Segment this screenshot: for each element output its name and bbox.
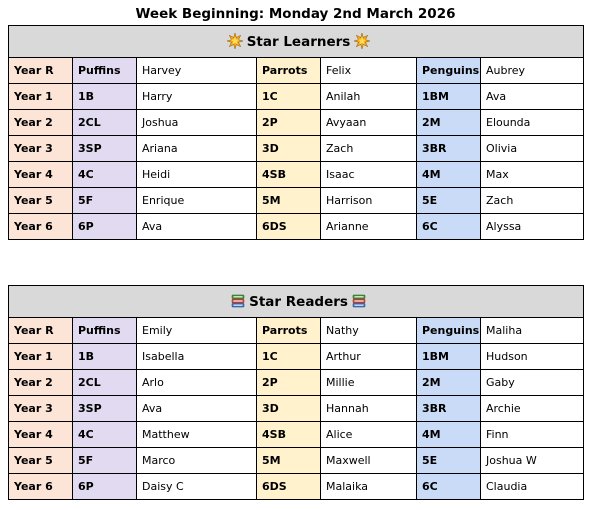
puffins-star-name: Ava xyxy=(137,396,257,422)
puffins-star-name: Harvey xyxy=(137,58,257,84)
penguins-class: Penguins xyxy=(417,318,481,344)
table-row xyxy=(9,162,584,188)
glowing-star-icon xyxy=(227,33,243,49)
parrots-class: 3D xyxy=(257,136,321,162)
parrots-class: 6DS xyxy=(257,214,321,240)
star-learners-table xyxy=(8,25,584,240)
penguins-class: 1BM xyxy=(417,84,481,110)
table-row xyxy=(9,188,584,214)
penguins-class: 3BR xyxy=(417,136,481,162)
puffins-star-name: Ariana xyxy=(137,136,257,162)
puffins-star-name: Marco xyxy=(137,448,257,474)
penguins-star-name: Maliha xyxy=(481,318,584,344)
parrots-class: Parrots xyxy=(257,318,321,344)
parrots-star-name: Harrison xyxy=(321,188,417,214)
year-label: Year 5 xyxy=(9,448,73,474)
parrots-class: 5M xyxy=(257,448,321,474)
penguins-star-name: Aubrey xyxy=(481,58,584,84)
penguins-star-name: Max xyxy=(481,162,584,188)
section-banner xyxy=(9,286,584,318)
puffins-class: 1B xyxy=(73,84,137,110)
penguins-star-name: Zach xyxy=(481,188,584,214)
parrots-star-name: Arthur xyxy=(321,344,417,370)
year-label: Year 4 xyxy=(9,422,73,448)
penguins-star-name: Archie xyxy=(481,396,584,422)
penguins-class: 6C xyxy=(417,214,481,240)
puffins-star-name: Isabella xyxy=(137,344,257,370)
parrots-class: 1C xyxy=(257,84,321,110)
penguins-star-name: Alyssa xyxy=(481,214,584,240)
year-label: Year 4 xyxy=(9,162,73,188)
parrots-class: 2P xyxy=(257,110,321,136)
section-heading: Star Learners xyxy=(246,34,351,50)
table-row xyxy=(9,84,584,110)
books-icon xyxy=(231,294,245,308)
penguins-star-name: Finn xyxy=(481,422,584,448)
year-label: Year R xyxy=(9,58,73,84)
year-label: Year 1 xyxy=(9,344,73,370)
parrots-star-name: Malaika xyxy=(321,474,417,500)
puffins-class: 1B xyxy=(73,344,137,370)
penguins-class: 3BR xyxy=(417,396,481,422)
puffins-class: Puffins xyxy=(73,318,137,344)
year-label: Year 2 xyxy=(9,370,73,396)
books-icon xyxy=(352,294,366,308)
year-label: Year 6 xyxy=(9,474,73,500)
table-row xyxy=(9,58,584,84)
puffins-star-name: Arlo xyxy=(137,370,257,396)
year-label: Year 6 xyxy=(9,214,73,240)
puffins-star-name: Matthew xyxy=(137,422,257,448)
table-row xyxy=(9,422,584,448)
puffins-class: 4C xyxy=(73,162,137,188)
year-label: Year 2 xyxy=(9,110,73,136)
penguins-class: 5E xyxy=(417,448,481,474)
table-row xyxy=(9,110,584,136)
parrots-class: 2P xyxy=(257,370,321,396)
year-label: Year R xyxy=(9,318,73,344)
parrots-star-name: Arianne xyxy=(321,214,417,240)
penguins-star-name: Claudia xyxy=(481,474,584,500)
penguins-star-name: Olivia xyxy=(481,136,584,162)
puffins-star-name: Heidi xyxy=(137,162,257,188)
table-row xyxy=(9,448,584,474)
section-banner xyxy=(9,26,584,58)
table-row xyxy=(9,136,584,162)
glowing-star-icon xyxy=(354,33,370,49)
puffins-class: 6P xyxy=(73,214,137,240)
puffins-class: 3SP xyxy=(73,136,137,162)
parrots-star-name: Felix xyxy=(321,58,417,84)
penguins-class: 2M xyxy=(417,110,481,136)
year-label: Year 3 xyxy=(9,396,73,422)
parrots-star-name: Alice xyxy=(321,422,417,448)
penguins-class: 5E xyxy=(417,188,481,214)
parrots-class: 4SB xyxy=(257,162,321,188)
puffins-star-name: Daisy C xyxy=(137,474,257,500)
table-row xyxy=(9,370,584,396)
parrots-star-name: Hannah xyxy=(321,396,417,422)
page-title: Week Beginning: Monday 2nd March 2026 xyxy=(135,6,456,22)
year-label: Year 5 xyxy=(9,188,73,214)
parrots-class: 1C xyxy=(257,344,321,370)
parrots-star-name: Nathy xyxy=(321,318,417,344)
puffins-class: 5F xyxy=(73,188,137,214)
penguins-class: 2M xyxy=(417,370,481,396)
parrots-star-name: Zach xyxy=(321,136,417,162)
penguins-class: 4M xyxy=(417,422,481,448)
penguins-class: 4M xyxy=(417,162,481,188)
table-row xyxy=(9,318,584,344)
penguins-star-name: Joshua W xyxy=(481,448,584,474)
penguins-star-name: Ava xyxy=(481,84,584,110)
puffins-class: 6P xyxy=(73,474,137,500)
penguins-star-name: Elounda xyxy=(481,110,584,136)
parrots-star-name: Maxwell xyxy=(321,448,417,474)
parrots-class: Parrots xyxy=(257,58,321,84)
puffins-star-name: Harry xyxy=(137,84,257,110)
parrots-star-name: Anilah xyxy=(321,84,417,110)
year-label: Year 1 xyxy=(9,84,73,110)
table-row xyxy=(9,214,584,240)
parrots-class: 5M xyxy=(257,188,321,214)
table-row xyxy=(9,344,584,370)
parrots-class: 6DS xyxy=(257,474,321,500)
parrots-star-name: Isaac xyxy=(321,162,417,188)
puffins-class: 4C xyxy=(73,422,137,448)
puffins-star-name: Emily xyxy=(137,318,257,344)
star-readers-table xyxy=(8,285,584,500)
puffins-star-name: Enrique xyxy=(137,188,257,214)
puffins-class: 5F xyxy=(73,448,137,474)
penguins-class: 1BM xyxy=(417,344,481,370)
parrots-star-name: Avyaan xyxy=(321,110,417,136)
penguins-star-name: Hudson xyxy=(481,344,584,370)
section-heading: Star Readers xyxy=(249,293,348,310)
puffins-star-name: Joshua xyxy=(137,110,257,136)
year-label: Year 3 xyxy=(9,136,73,162)
penguins-class: 6C xyxy=(417,474,481,500)
parrots-star-name: Millie xyxy=(321,370,417,396)
penguins-class: Penguins xyxy=(417,58,481,84)
puffins-class: 3SP xyxy=(73,396,137,422)
puffins-class: Puffins xyxy=(73,58,137,84)
puffins-class: 2CL xyxy=(73,370,137,396)
puffins-star-name: Ava xyxy=(137,214,257,240)
penguins-star-name: Gaby xyxy=(481,370,584,396)
table-row xyxy=(9,474,584,500)
parrots-class: 4SB xyxy=(257,422,321,448)
puffins-class: 2CL xyxy=(73,110,137,136)
parrots-class: 3D xyxy=(257,396,321,422)
table-row xyxy=(9,396,584,422)
